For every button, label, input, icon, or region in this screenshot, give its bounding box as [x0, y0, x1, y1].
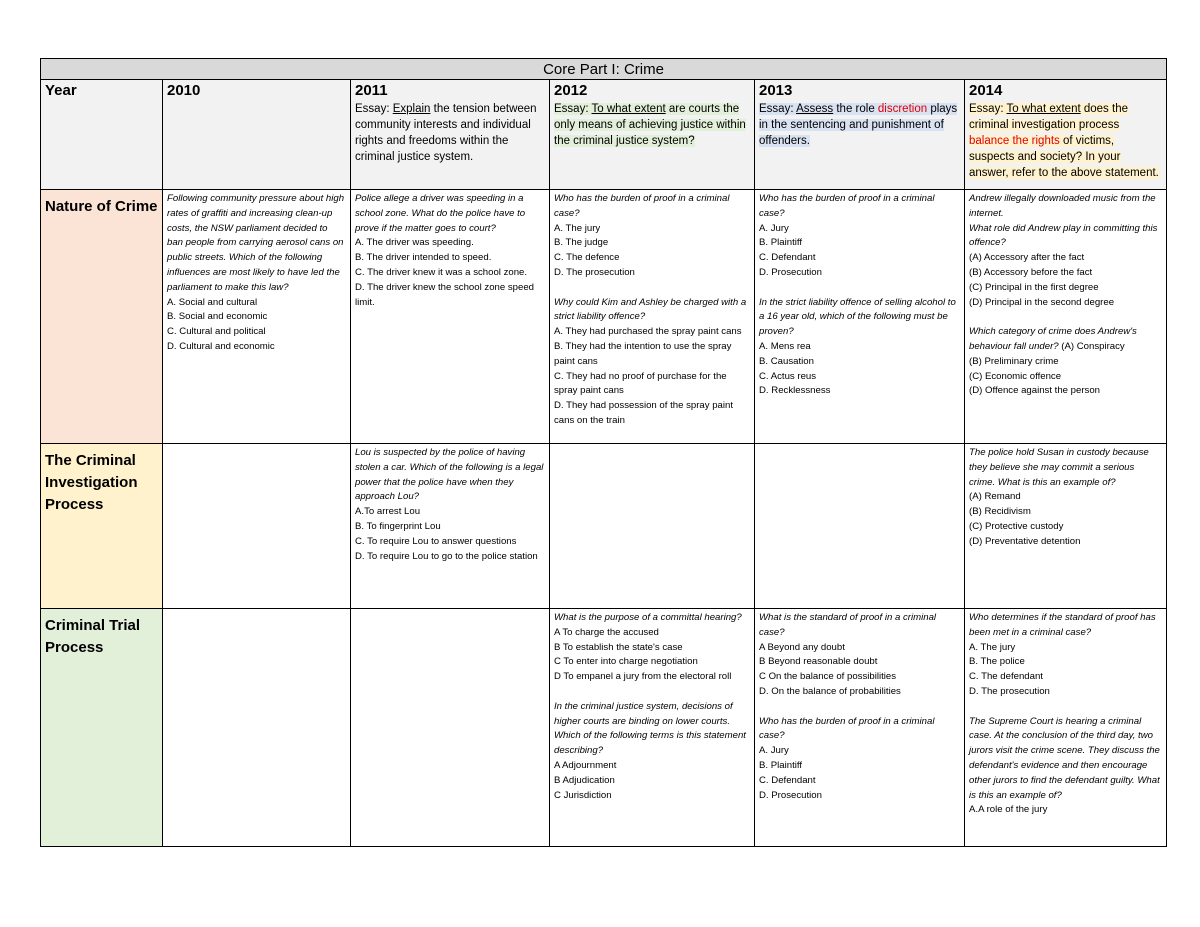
answer-option: D. The prosecution — [554, 266, 635, 278]
trial-row — [41, 609, 1167, 847]
year-label: Year — [45, 82, 77, 99]
nature-row — [41, 190, 1167, 444]
answer-option: B. To fingerprint Lou — [355, 520, 441, 532]
answer-option: B. Social and economic — [167, 311, 268, 323]
nature-2013-cell — [755, 190, 965, 444]
answer-option: B. Plaintiff — [759, 237, 803, 249]
answer-option: D. Prosecution — [759, 266, 822, 278]
year-2011-cell — [351, 80, 550, 190]
answer-option: (D) Principal in the second degree — [969, 296, 1115, 308]
answer-option: B. The police — [969, 656, 1025, 668]
nature-2010-cell — [163, 190, 351, 444]
year-2012: 2012 — [554, 82, 588, 99]
question-text: Lou is suspected by the police of having stolen a car. Which of the following is a legal power that the police have when they approach Lou? — [355, 447, 544, 503]
answer-option: A. Social and cultural — [167, 296, 258, 308]
answer-option: D. On the balance of probabilities — [759, 685, 901, 697]
essay-2013 — [759, 101, 960, 149]
row-label-trial: Criminal Trial Process — [41, 609, 163, 847]
essay-2013-keyword: discretion — [877, 103, 928, 115]
answer-option: (C) Economic offence — [969, 370, 1062, 382]
answer-option: A To charge the accused — [554, 626, 659, 638]
essay-label: Essay: — [355, 103, 390, 115]
question-text: Who has the burden of proof in a criminal case? — [759, 715, 935, 742]
essay-2011-command: Explain — [392, 103, 431, 115]
answer-option: A. The jury — [969, 641, 1016, 653]
essay-2014-text: does the criminal investigation process — [969, 103, 1128, 131]
answer-option: A. They had purchased the spray paint cans — [554, 326, 742, 338]
answer-option: A. Jury — [759, 745, 789, 757]
answer-option: C. Actus reus — [759, 370, 817, 382]
question-text: Who has the burden of proof in a criminal case? — [554, 193, 730, 219]
answer-option: A.To arrest Lou — [355, 506, 421, 518]
answer-option: C. The defendant — [969, 671, 1043, 683]
answer-option: B. Causation — [759, 355, 814, 367]
answer-option: C. To require Lou to answer questions — [355, 535, 517, 547]
answer-option: (D) Preventative detention — [969, 535, 1081, 547]
answer-option: B Beyond reasonable doubt — [759, 656, 878, 668]
year-2013: 2013 — [759, 82, 793, 99]
question-text: Following community pressure about high rates of graffiti and increasing clean-up costs, the NSW parliament decided to ban people from carrying aerosol cans on public streets. Which of the following influences are most likely to have led the parliament to make this law? — [167, 193, 345, 293]
answer-option: D. Prosecution — [759, 789, 822, 801]
question-text: The Supreme Court is hearing a criminal case. At the conclusion of the third day, two jurors visit the crime scene. They discuss the defendant's evidence and then encourage other jurors to find the defendant guilty. What is this an example of? — [969, 715, 1160, 801]
answer-option: C On the balance of possibilities — [759, 671, 897, 683]
table-title: Core Part I: Crime — [41, 59, 1167, 80]
essay-2012-command: To what extent — [591, 103, 666, 115]
answer-option: A. Mens rea — [759, 340, 811, 352]
header-row — [41, 80, 1167, 190]
question-line — [969, 325, 1162, 355]
essay-2014-text-end: of victims, suspects and society? In your answer, refer to the above statement. — [969, 135, 1159, 179]
essay-2012 — [554, 101, 750, 149]
answer-option: D. Recklessness — [759, 385, 831, 397]
answer-option: A Beyond any doubt — [759, 641, 845, 653]
investigation-2012-cell — [550, 444, 755, 609]
answer-option: A. The driver was speeding. — [355, 237, 474, 249]
year-2010: 2010 — [167, 82, 201, 99]
nature-2011-cell — [351, 190, 550, 444]
row-label-investigation: The Criminal Investigation Process — [41, 444, 163, 609]
answer-option: D. The prosecution — [969, 685, 1050, 697]
question-text: Police allege a driver was speeding in a school zone. What do the police have to prove if the matter goes to court? — [355, 193, 526, 234]
answer-option: D. To require Lou to go to the police station — [355, 550, 538, 562]
trial-2011-cell — [351, 609, 550, 847]
answer-option: A.A role of the jury — [969, 804, 1048, 816]
answer-option: C. The defence — [554, 252, 620, 264]
essay-2014 — [969, 101, 1162, 181]
answer-option: D. Cultural and economic — [167, 340, 275, 352]
essay-2014-command: To what extent — [1006, 103, 1081, 115]
nature-2014-cell — [965, 190, 1167, 444]
essay-label: Essay: — [554, 103, 589, 115]
question-text: Who determines if the standard of proof has been met in a criminal case? — [969, 612, 1156, 638]
answer-option: B. The driver intended to speed. — [355, 252, 492, 264]
question-text: In the strict liability offence of selling alcohol to a 16 year old, which of the following must be proven? — [759, 296, 956, 338]
investigation-2013-cell — [755, 444, 965, 609]
answer-option: (C) Protective custody — [969, 520, 1064, 532]
answer-option: D. The driver knew the school zone speed limit. — [355, 281, 535, 308]
essay-2014-keyword: balance the rights — [969, 135, 1060, 147]
answer-option: B. The judge — [554, 237, 609, 249]
row-label-nature: Nature of Crime — [41, 190, 163, 444]
essay-2012-text: are courts the only means of achieving justice within the criminal justice system? — [554, 103, 746, 147]
answer-option: (A) Remand — [969, 491, 1021, 503]
year-2014: 2014 — [969, 82, 1003, 99]
essay-2011-text: the tension between community interests and individual rights and freedoms within the criminal justice system. — [355, 103, 537, 163]
answer-option: C. Defendant — [759, 774, 816, 786]
answer-option: (B) Recidivism — [969, 506, 1031, 518]
trial-2010-cell — [163, 609, 351, 847]
trial-2013-cell — [755, 609, 965, 847]
year-2011: 2011 — [355, 82, 388, 99]
question-text: In the criminal justice system, decisions of higher courts are binding on lower courts. Which of the following terms is this statement describing? — [554, 700, 746, 757]
answer-option: C. They had no proof of purchase for the spray paint cans — [554, 370, 727, 397]
question-text: Why could Kim and Ashley be charged with a strict liability offence? — [554, 296, 747, 323]
answer-option: B. Plaintiff — [759, 759, 803, 771]
essay-2013-text-end: plays in the sentencing and punishment of offenders. — [759, 103, 958, 147]
question-text: Which category of crime does Andrew's behaviour fall under? — [969, 326, 1137, 352]
answer-option: (B) Preliminary crime — [969, 355, 1059, 367]
answer-option: C Jurisdiction — [554, 789, 612, 801]
essay-2011 — [355, 101, 545, 165]
answer-option: C. The driver knew it was a school zone. — [355, 266, 528, 278]
answer-option: A. The jury — [554, 222, 601, 234]
investigation-2011-cell — [351, 444, 550, 609]
question-text: The police hold Susan in custody because they believe she may commit a serious crime. What is this an example of? — [969, 447, 1149, 488]
year-2012-cell — [550, 80, 755, 190]
answer-option: C To enter into charge negotiation — [554, 656, 698, 668]
answer-option: B Adjudication — [554, 774, 615, 786]
answer-option: (A) Accessory after the fact — [969, 252, 1085, 264]
answer-option: (D) Offence against the person — [969, 385, 1101, 397]
answer-option: (A) Conspiracy — [1058, 340, 1125, 352]
investigation-row — [41, 444, 1167, 609]
essay-2013-command: Assess — [796, 103, 834, 115]
trial-2014-cell — [965, 609, 1167, 847]
question-text: What role did Andrew play in committing this offence? — [969, 222, 1158, 249]
question-text: Who has the burden of proof in a criminal case? — [759, 193, 935, 219]
trial-2012-cell — [550, 609, 755, 847]
question-text: Andrew illegally downloaded music from the internet. — [969, 193, 1156, 219]
essay-label: Essay: — [969, 103, 1004, 115]
question-text: What is the standard of proof in a criminal case? — [759, 612, 937, 638]
crime-exam-table — [40, 58, 1167, 847]
nature-2012-cell — [550, 190, 755, 444]
answer-option: D To empanel a jury from the electoral roll — [554, 671, 732, 683]
answer-option: (B) Accessory before the fact — [969, 266, 1093, 278]
essay-label: Essay: — [759, 103, 794, 115]
investigation-2014-cell — [965, 444, 1167, 609]
title-row — [41, 59, 1167, 80]
year-label-cell — [41, 80, 163, 190]
essay-2013-text: the role — [833, 103, 878, 115]
answer-option: C. Cultural and political — [167, 326, 266, 338]
answer-option: C. Defendant — [759, 252, 816, 264]
answer-option: B. They had the intention to use the spray paint cans — [554, 340, 732, 367]
answer-option: A Adjournment — [554, 759, 617, 771]
answer-option: D. They had possession of the spray paint cans on the train — [554, 400, 734, 426]
year-2014-cell — [965, 80, 1167, 190]
answer-option: B To establish the state's case — [554, 641, 683, 653]
answer-option: A. Jury — [759, 222, 789, 234]
question-text: What is the purpose of a committal hearing? — [554, 612, 742, 623]
year-2013-cell — [755, 80, 965, 190]
investigation-2010-cell — [163, 444, 351, 609]
year-2010-cell — [163, 80, 351, 190]
answer-option: (C) Principal in the first degree — [969, 281, 1099, 293]
